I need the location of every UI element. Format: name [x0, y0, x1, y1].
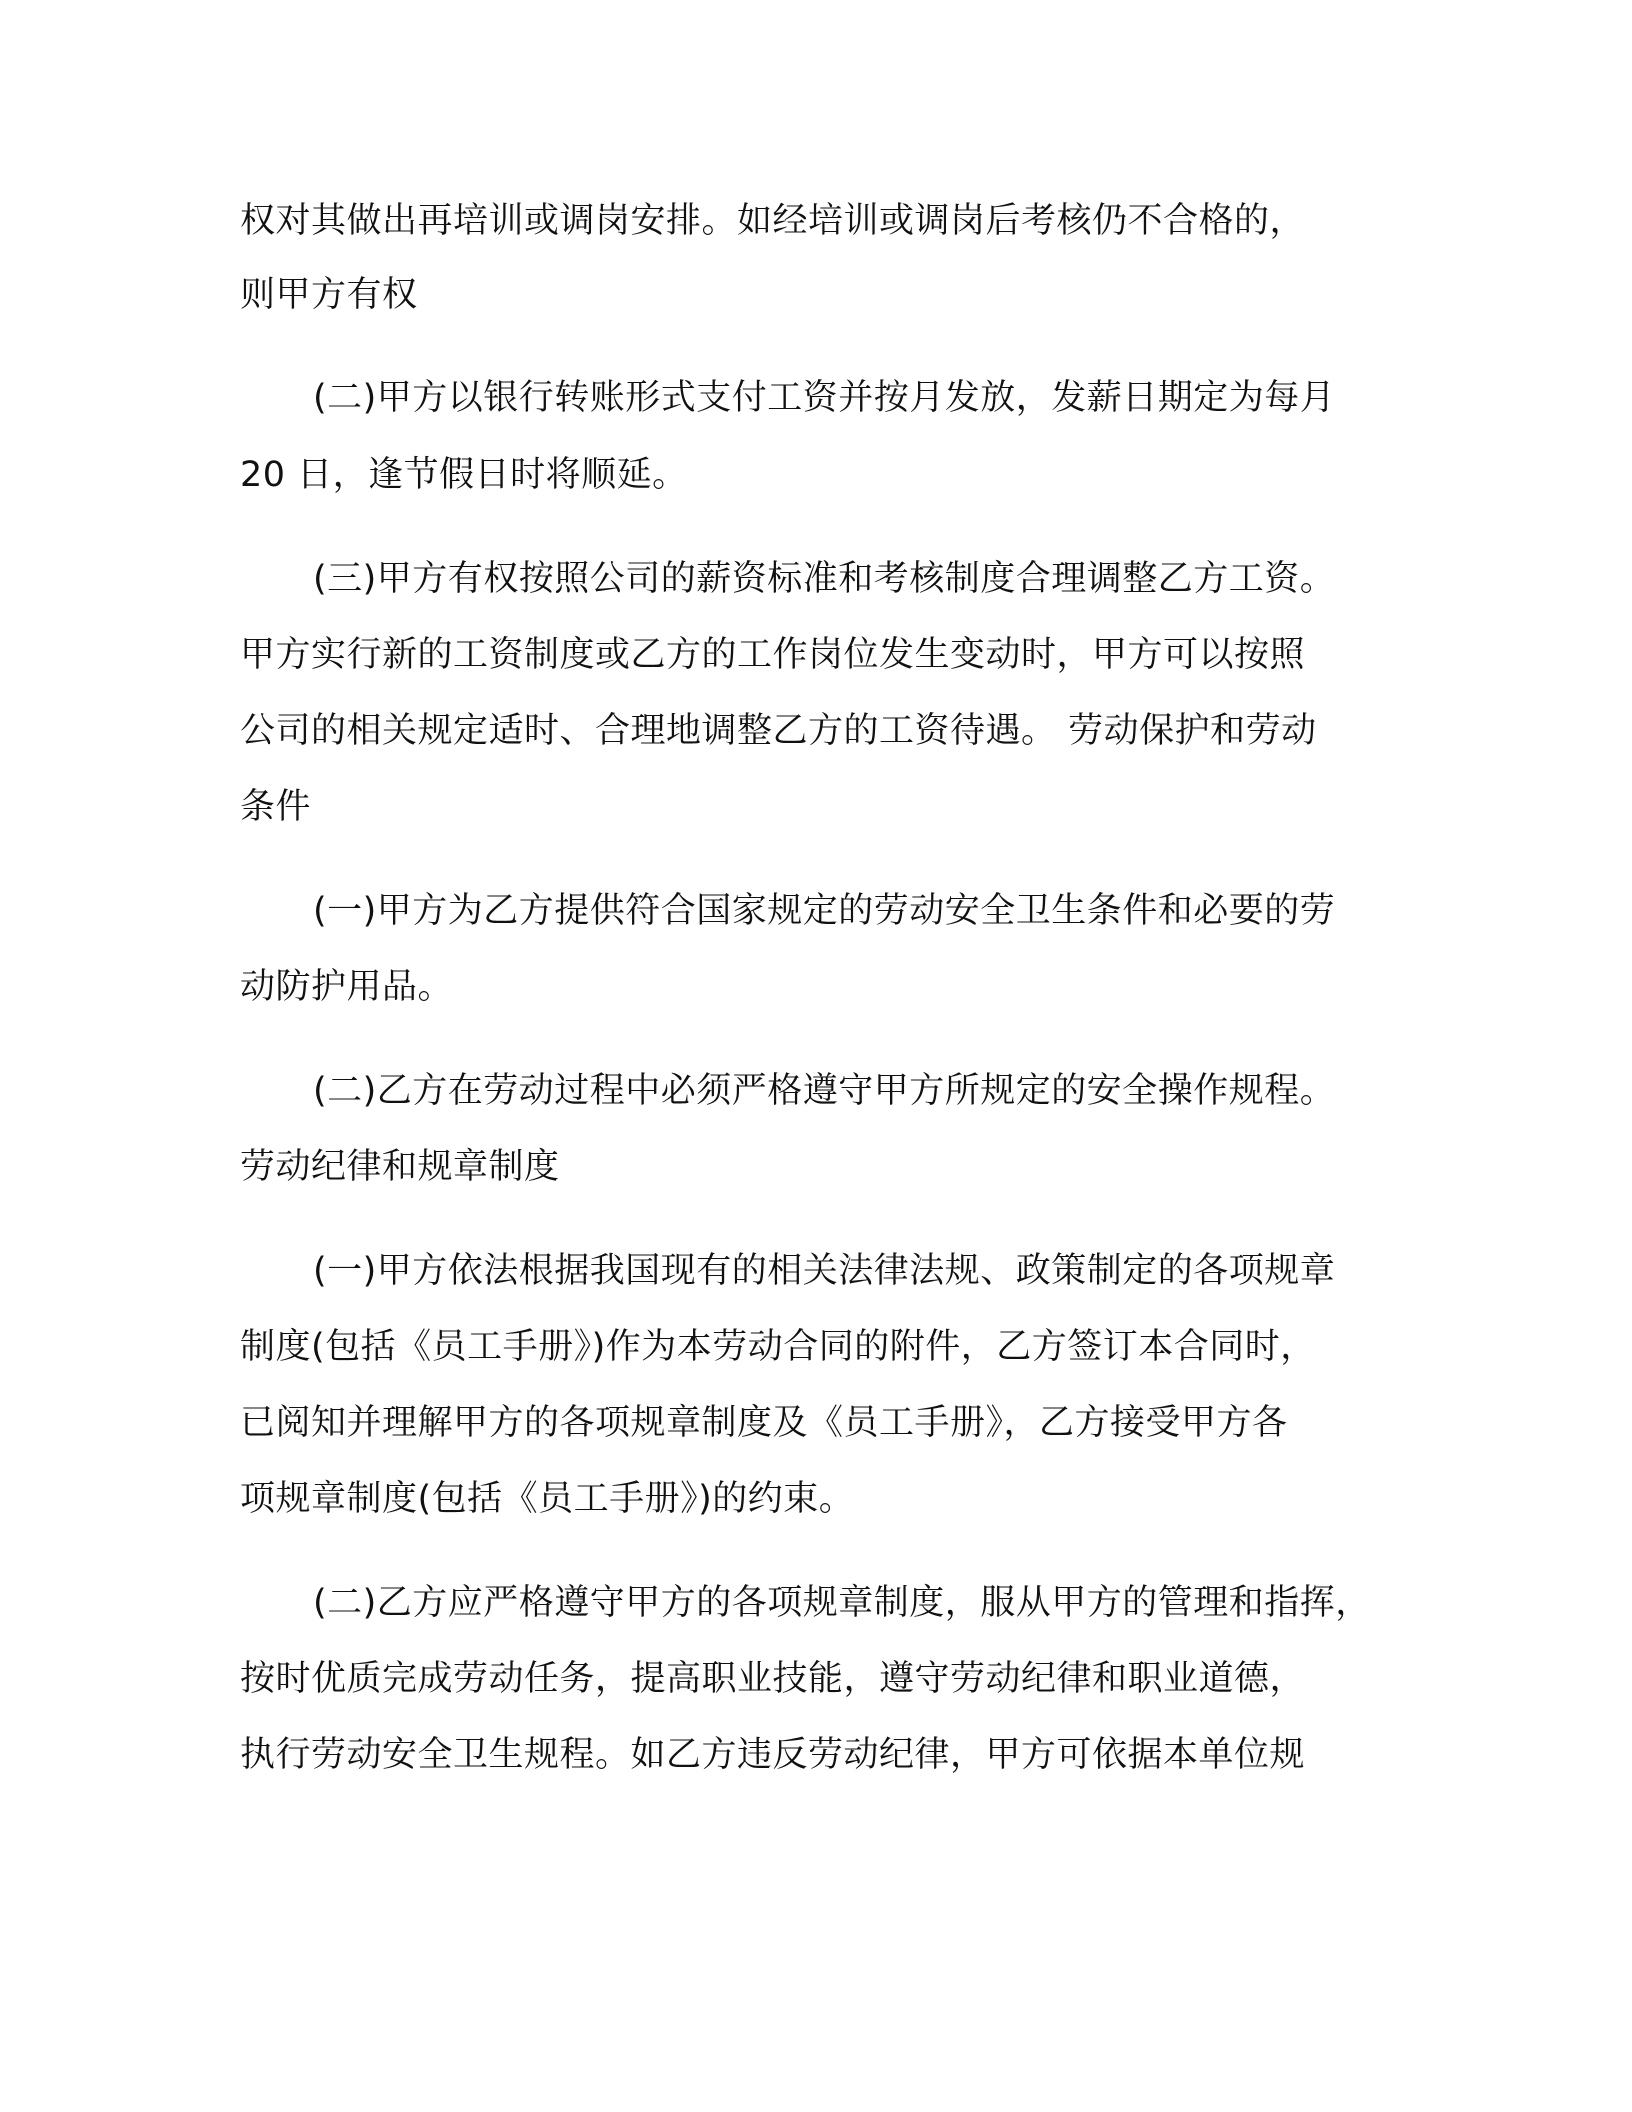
section-heading: 劳动纪律和规章制度 [240, 1147, 560, 1187]
paragraph-first-line: (一)甲方依法根据我国现有的相关法律法规、政策制定的各项规章 [313, 1251, 1336, 1291]
text-line: 执行劳动安全卫生规程。如乙方违反劳动纪律，甲方可依据本单位规 [240, 1735, 1306, 1775]
text-line: 项规章制度(包括《员工手册》)的约束。 [240, 1479, 855, 1519]
paragraph-first-line: (二)乙方应严格遵守甲方的各项规章制度，服从甲方的管理和指挥， [313, 1583, 1371, 1623]
text-line: 权对其做出再培训或调岗安排。如经培训或调岗后考核仍不合格的， [240, 201, 1306, 241]
paragraph-first-line: (二)乙方在劳动过程中必须严格遵守甲方所规定的安全操作规程。 [313, 1071, 1336, 1111]
text-line: 甲方实行新的工资制度或乙方的工作岗位发生变动时，甲方可以按照 [240, 635, 1306, 675]
text-line: 公司的相关规定适时、合理地调整乙方的工资待遇。 劳动保护和劳动 [240, 711, 1317, 751]
paragraph-first-line: (一)甲方为乙方提供符合国家规定的劳动安全卫生条件和必要的劳 [313, 891, 1336, 931]
text-line: 已阅知并理解甲方的各项规章制度及《员工手册》，乙方接受甲方各 [240, 1403, 1288, 1443]
paragraph-first-line: (二)甲方以银行转账形式支付工资并按月发放，发薪日期定为每月 [313, 378, 1336, 418]
text-line: 则甲方有权 [240, 275, 418, 315]
paragraph-first-line: (三)甲方有权按照公司的薪资标准和考核制度合理调整乙方工资。 [313, 559, 1336, 599]
text-line: 动防护用品。 [240, 967, 454, 1007]
text-line: 20 日，逢节假日时将顺延。 [240, 455, 688, 495]
text-line: 按时优质完成劳动任务，提高职业技能，遵守劳动纪律和职业道德， [240, 1659, 1306, 1699]
text-line: 条件 [240, 787, 312, 827]
text-line: 制度(包括《员工手册》)作为本劳动合同的附件，乙方签订本合同时， [240, 1327, 1316, 1367]
